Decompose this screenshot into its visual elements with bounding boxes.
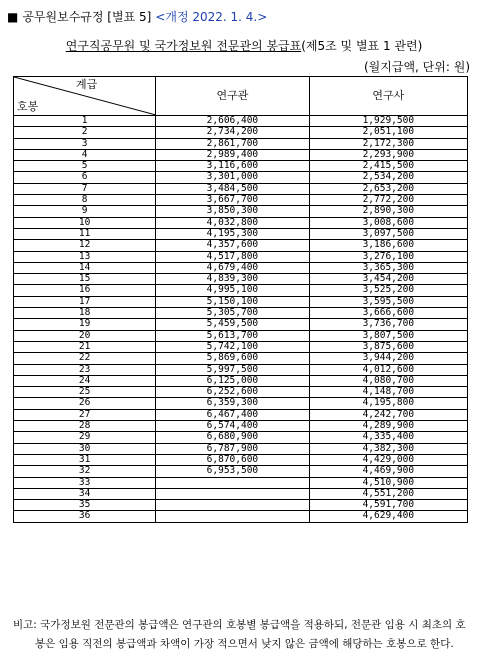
researcher-salary-cell: 3,666,600 <box>309 308 467 319</box>
table-header-row <box>14 77 468 116</box>
table-row <box>14 161 468 172</box>
senior-researcher-salary-cell: 4,357,600 <box>156 240 309 251</box>
researcher-salary-cell: 3,807,500 <box>309 330 467 341</box>
unit-note: (월지급액, 단위: 원) <box>364 60 470 74</box>
researcher-salary-cell: 4,195,800 <box>309 398 467 409</box>
rank-label: 계급 <box>75 78 98 91</box>
step-cell: 29 <box>14 432 156 443</box>
table-row <box>14 466 468 477</box>
senior-researcher-salary-cell: 3,484,500 <box>156 183 309 194</box>
senior-researcher-salary-cell: 4,995,100 <box>156 285 309 296</box>
table-row <box>14 116 468 127</box>
regulation-name: 공무원보수규정 [별표 5] <box>22 10 152 24</box>
researcher-salary-cell: 3,365,300 <box>309 262 467 273</box>
researcher-salary-cell: 3,736,700 <box>309 319 467 330</box>
table-row <box>14 195 468 206</box>
step-cell: 11 <box>14 228 156 239</box>
researcher-salary-cell: 1,929,500 <box>309 116 467 127</box>
senior-researcher-salary-cell: 4,517,800 <box>156 251 309 262</box>
step-cell: 8 <box>14 195 156 206</box>
table-row <box>14 217 468 228</box>
step-cell: 22 <box>14 353 156 364</box>
researcher-salary-cell: 3,097,500 <box>309 228 467 239</box>
step-cell: 32 <box>14 466 156 477</box>
table-row <box>14 398 468 409</box>
senior-researcher-salary-cell: 5,305,700 <box>156 308 309 319</box>
step-cell: 6 <box>14 172 156 183</box>
senior-researcher-salary-cell <box>156 477 309 488</box>
table-row <box>14 138 468 149</box>
senior-researcher-salary-cell <box>156 488 309 499</box>
step-cell: 25 <box>14 387 156 398</box>
senior-researcher-salary-cell: 6,252,600 <box>156 387 309 398</box>
table-row <box>14 296 468 307</box>
table-row <box>14 330 468 341</box>
table-row <box>14 375 468 386</box>
step-cell: 16 <box>14 285 156 296</box>
researcher-salary-cell: 4,335,400 <box>309 432 467 443</box>
senior-researcher-salary-cell: 3,850,300 <box>156 206 309 217</box>
table-row <box>14 387 468 398</box>
step-cell: 18 <box>14 308 156 319</box>
step-cell: 19 <box>14 319 156 330</box>
senior-researcher-salary-cell: 6,125,000 <box>156 375 309 386</box>
step-cell: 31 <box>14 454 156 465</box>
step-cell: 15 <box>14 274 156 285</box>
table-row <box>14 149 468 160</box>
researcher-salary-cell: 3,186,600 <box>309 240 467 251</box>
senior-researcher-salary-cell: 5,869,600 <box>156 353 309 364</box>
researcher-salary-cell: 3,944,200 <box>309 353 467 364</box>
researcher-salary-cell: 4,382,300 <box>309 443 467 454</box>
table-row <box>14 240 468 251</box>
senior-researcher-salary-cell <box>156 511 309 522</box>
table-row <box>14 511 468 522</box>
step-cell: 20 <box>14 330 156 341</box>
step-cell: 13 <box>14 251 156 262</box>
researcher-salary-cell: 2,051,100 <box>309 127 467 138</box>
table-row <box>14 127 468 138</box>
researcher-salary-cell: 4,551,200 <box>309 488 467 499</box>
researcher-salary-cell: 2,772,200 <box>309 195 467 206</box>
table-row <box>14 262 468 273</box>
column-header-researcher-senior: 연구관 <box>156 77 309 116</box>
researcher-salary-cell: 2,415,500 <box>309 161 467 172</box>
table-row <box>14 488 468 499</box>
senior-researcher-salary-cell: 4,195,300 <box>156 228 309 239</box>
senior-researcher-salary-cell: 2,989,400 <box>156 149 309 160</box>
step-cell: 1 <box>14 116 156 127</box>
table-row <box>14 285 468 296</box>
researcher-salary-cell: 4,148,700 <box>309 387 467 398</box>
senior-researcher-salary-cell: 6,787,900 <box>156 443 309 454</box>
step-cell: 7 <box>14 183 156 194</box>
table-row <box>14 353 468 364</box>
senior-researcher-salary-cell: 4,032,800 <box>156 217 309 228</box>
researcher-salary-cell: 2,653,200 <box>309 183 467 194</box>
senior-researcher-salary-cell: 4,839,300 <box>156 274 309 285</box>
title-main: 연구직공무원 및 국가정보원 전문관의 봉급표 <box>65 39 302 53</box>
researcher-salary-cell: 2,172,300 <box>309 138 467 149</box>
researcher-salary-cell: 3,595,500 <box>309 296 467 307</box>
page-title <box>0 37 488 54</box>
table-row <box>14 477 468 488</box>
researcher-salary-cell: 3,276,100 <box>309 251 467 262</box>
table-row <box>14 409 468 420</box>
table-row <box>14 308 468 319</box>
table-row <box>14 206 468 217</box>
senior-researcher-salary-cell: 3,116,600 <box>156 161 309 172</box>
step-cell: 5 <box>14 161 156 172</box>
step-cell: 17 <box>14 296 156 307</box>
researcher-salary-cell: 2,293,900 <box>309 149 467 160</box>
senior-researcher-salary-cell: 5,997,500 <box>156 364 309 375</box>
step-cell: 28 <box>14 421 156 432</box>
senior-researcher-salary-cell: 2,606,400 <box>156 116 309 127</box>
step-cell: 24 <box>14 375 156 386</box>
researcher-salary-cell: 3,875,600 <box>309 341 467 352</box>
table-row <box>14 172 468 183</box>
footnote-line-1: 비고: 국가정보원 전문관의 봉급액은 연구관의 호봉별 봉급액을 적용하되, 전문관 임용 시 최초의 호 <box>13 619 466 631</box>
table-row <box>14 443 468 454</box>
step-cell: 35 <box>14 500 156 511</box>
regulation-header <box>7 8 267 25</box>
step-cell: 33 <box>14 477 156 488</box>
step-cell: 23 <box>14 364 156 375</box>
senior-researcher-salary-cell: 5,150,100 <box>156 296 309 307</box>
researcher-salary-cell: 4,510,900 <box>309 477 467 488</box>
researcher-salary-cell: 3,008,600 <box>309 217 467 228</box>
senior-researcher-salary-cell: 6,953,500 <box>156 466 309 477</box>
researcher-salary-cell: 2,890,300 <box>309 206 467 217</box>
senior-researcher-salary-cell <box>156 500 309 511</box>
step-label: 호봉 <box>17 99 39 113</box>
researcher-salary-cell: 4,629,400 <box>309 511 467 522</box>
senior-researcher-salary-cell: 2,861,700 <box>156 138 309 149</box>
table-row <box>14 500 468 511</box>
step-cell: 21 <box>14 341 156 352</box>
step-cell: 2 <box>14 127 156 138</box>
senior-researcher-salary-cell: 6,870,600 <box>156 454 309 465</box>
table-row <box>14 454 468 465</box>
step-cell: 4 <box>14 149 156 160</box>
table-row <box>14 319 468 330</box>
senior-researcher-salary-cell: 5,742,100 <box>156 341 309 352</box>
table-row <box>14 183 468 194</box>
column-header-researcher: 연구사 <box>309 77 467 116</box>
corner-header <box>14 77 156 116</box>
senior-researcher-salary-cell: 5,613,700 <box>156 330 309 341</box>
senior-researcher-salary-cell: 5,459,500 <box>156 319 309 330</box>
amendment-date: <개정 2022. 1. 4.> <box>155 10 268 24</box>
senior-researcher-salary-cell: 2,734,200 <box>156 127 309 138</box>
table-row <box>14 364 468 375</box>
table-row <box>14 251 468 262</box>
step-cell: 36 <box>14 511 156 522</box>
step-cell: 9 <box>14 206 156 217</box>
senior-researcher-salary-cell: 4,679,400 <box>156 262 309 273</box>
researcher-salary-cell: 2,534,200 <box>309 172 467 183</box>
table-row <box>14 228 468 239</box>
researcher-salary-cell: 4,429,000 <box>309 454 467 465</box>
researcher-salary-cell: 4,591,700 <box>309 500 467 511</box>
step-cell: 3 <box>14 138 156 149</box>
researcher-salary-cell: 4,012,600 <box>309 364 467 375</box>
title-suffix: (제5조 및 별표 1 관련) <box>301 39 423 53</box>
square-bullet-icon: ■ <box>7 10 19 24</box>
footnote <box>13 616 475 654</box>
step-cell: 27 <box>14 409 156 420</box>
table-row <box>14 341 468 352</box>
researcher-salary-cell: 4,080,700 <box>309 375 467 386</box>
step-cell: 26 <box>14 398 156 409</box>
salary-table <box>13 76 468 523</box>
table-row <box>14 421 468 432</box>
senior-researcher-salary-cell: 6,359,300 <box>156 398 309 409</box>
senior-researcher-salary-cell: 3,301,000 <box>156 172 309 183</box>
senior-researcher-salary-cell: 6,574,400 <box>156 421 309 432</box>
table-row <box>14 274 468 285</box>
senior-researcher-salary-cell: 6,680,900 <box>156 432 309 443</box>
researcher-salary-cell: 4,469,900 <box>309 466 467 477</box>
step-cell: 12 <box>14 240 156 251</box>
researcher-salary-cell: 3,525,200 <box>309 285 467 296</box>
researcher-salary-cell: 4,242,700 <box>309 409 467 420</box>
step-cell: 10 <box>14 217 156 228</box>
step-cell: 30 <box>14 443 156 454</box>
footnote-line-2: 봉은 임용 직전의 봉급액과 차액이 가장 적으면서 낮지 않은 금액에 해당하는 호봉으로 한다. <box>35 638 454 650</box>
senior-researcher-salary-cell: 3,667,700 <box>156 195 309 206</box>
researcher-salary-cell: 3,454,200 <box>309 274 467 285</box>
step-cell: 14 <box>14 262 156 273</box>
table-row <box>14 432 468 443</box>
senior-researcher-salary-cell: 6,467,400 <box>156 409 309 420</box>
researcher-salary-cell: 4,289,900 <box>309 421 467 432</box>
step-cell: 34 <box>14 488 156 499</box>
